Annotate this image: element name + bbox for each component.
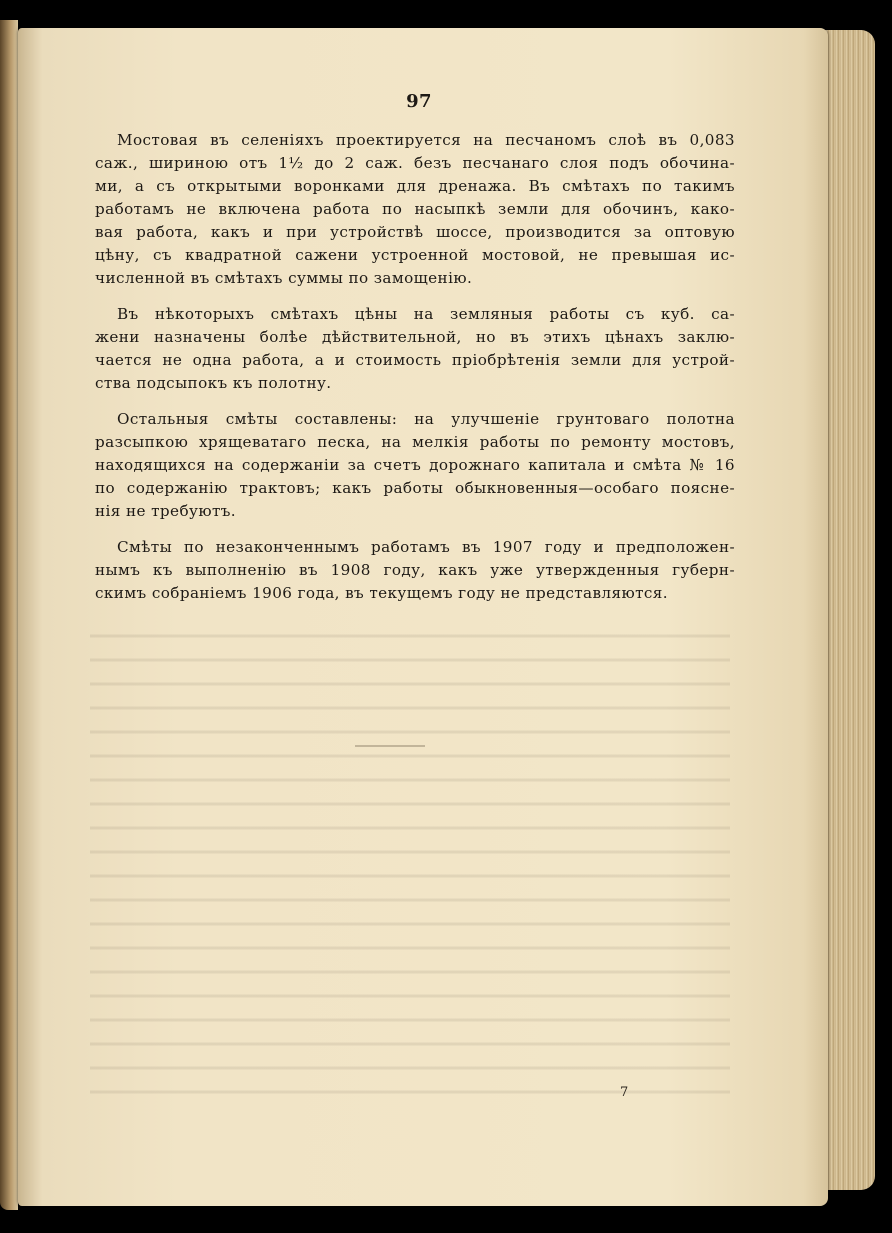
signature-mark: 7 [620,1085,629,1100]
text-line: по содержанію трактовъ; какъ работы обыкновенныя—особаго поясне- [95,479,735,497]
paragraphs [95,129,735,605]
paragraph [95,408,735,523]
text-line: вая работа, какъ и при устройствѣ шоссе, производится за оптовую [95,223,735,241]
page-text [95,90,735,618]
show-through-text [90,620,730,1100]
text-line: жени назначены болѣе дѣйствительной, но въ этихъ цѣнахъ заклю- [95,328,735,346]
text-line: ми, а съ открытыми воронками для дренажа. Въ смѣтахъ по такимъ [95,177,735,195]
faint-rule [355,745,425,747]
text-line: Смѣты по незаконченнымъ работамъ въ 1907 году и предположен- [117,538,735,556]
text-line: цѣну, съ квадратной сажени устроенной мостовой, не превышая ис- [95,246,735,264]
paragraph [95,536,735,605]
text-line: чается не одна работа, а и стоимость пріобрѣтенія земли для устрой- [95,351,735,369]
text-line: находящихся на содержаніи за счетъ дорожнаго капитала и смѣта № 16 [95,456,735,474]
text-line: нія не требуютъ. [95,502,237,520]
text-line: Остальныя смѣты составлены: на улучшеніе грунтоваго полотна [117,410,735,428]
page-stack-edge [825,30,875,1190]
text-line: разсыпкою хрящеватаго песка, на мелкія работы по ремонту мостовъ, [95,433,735,451]
paragraph [95,129,735,290]
text-line: ства подсыпокъ къ полотну. [95,374,332,392]
text-line: Въ нѣкоторыхъ смѣтахъ цѣны на земляныя работы съ куб. са- [117,305,735,323]
text-line: численной въ смѣтахъ суммы по замощенію. [95,269,473,287]
text-line: Мостовая въ селеніяхъ проектируется на песчаномъ слоѣ въ 0,083 [117,131,735,149]
paragraph [95,303,735,395]
text-line: нымъ къ выполненію въ 1908 году, какъ уже утвержденныя губерн- [95,561,735,579]
page-number: 97 [406,91,432,112]
left-page-edge [0,20,18,1210]
text-line: работамъ не включена работа по насыпкѣ земли для обочинъ, како- [95,200,735,218]
text-line: скимъ собраніемъ 1906 года, въ текущемъ году не представляются. [95,584,668,602]
text-line: саж., шириною отъ 1½ до 2 саж. безъ песчанаго слоя подъ обочина- [95,154,735,172]
